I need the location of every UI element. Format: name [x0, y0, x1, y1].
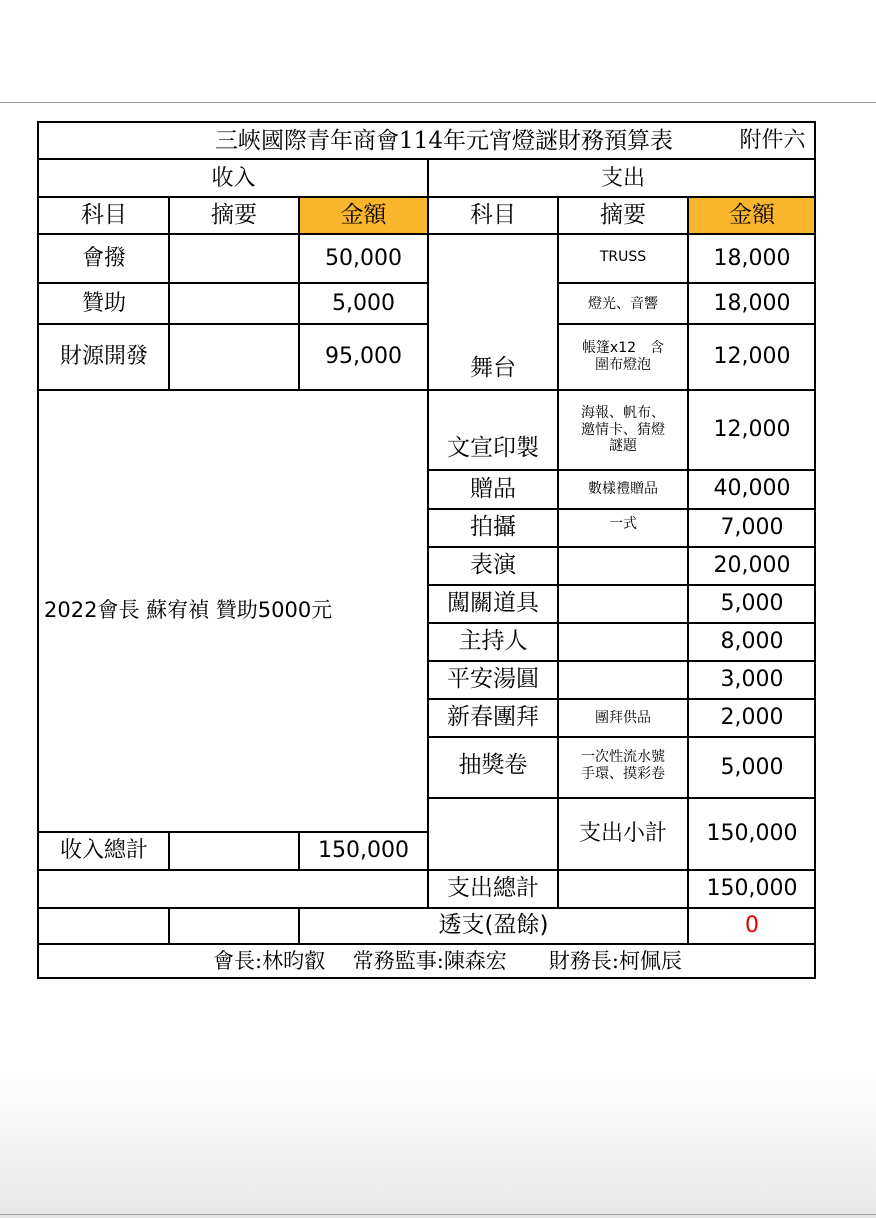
balance-amount: 0 — [745, 912, 759, 938]
expense-summary-cell: 團拜供品 — [595, 709, 651, 726]
expense-summary-cell: 一式 — [609, 515, 637, 532]
expense-total-label: 支出總計 — [447, 875, 539, 902]
income-amount-cell: 50,000 — [325, 245, 402, 271]
rule-balance-bottom — [39, 943, 816, 945]
expense-subtotal-label: 支出小計 — [578, 821, 667, 846]
rule-expense-r6 — [428, 546, 816, 548]
rule-expense-r3 — [428, 389, 816, 391]
vrule-expense-col1 — [557, 196, 559, 909]
vrule-balance-col2 — [298, 907, 300, 945]
vrule-expense-col2 — [687, 196, 689, 945]
rule-expense-r7 — [428, 584, 816, 586]
expense-summary-cell: 一次性流水號 手環、摸彩卷 — [581, 749, 665, 782]
income-section-label: 收入 — [211, 165, 256, 191]
income-total-label: 收入總計 — [59, 837, 148, 863]
expense-subject-cell: 文宣印製 — [447, 435, 539, 462]
signature-line: 會長:林昀叡 常務監事:陳森宏 財務長:柯佩辰 — [213, 949, 682, 974]
rule-income-note-bottom — [39, 831, 428, 833]
rule-expense-subtotal-bottom — [428, 869, 816, 871]
expense-amount-cell: 18,000 — [713, 245, 791, 271]
income-subject-header: 科目 — [81, 202, 127, 229]
vrule-income-col2 — [298, 196, 300, 391]
balance-label: 透支(盈餘) — [438, 912, 549, 939]
page-title: 三峽國際青年商會114年元宵燈謎財務預算表 — [215, 127, 673, 154]
rule-income-row3 — [39, 389, 428, 391]
vrule-section-divider — [427, 158, 429, 909]
expense-amount-cell: 12,000 — [713, 416, 791, 442]
expense-subject-cell: 主持人 — [458, 628, 528, 655]
expense-summary-cell — [558, 586, 688, 622]
expense-summary-header: 摘要 — [600, 202, 646, 229]
expense-total-amount: 150,000 — [706, 875, 798, 901]
rule-income-total-bottom — [39, 869, 428, 871]
expense-amount-cell: 3,000 — [720, 666, 784, 692]
expense-amount-cell: 2,000 — [720, 704, 784, 730]
rule-expense-r10 — [428, 698, 816, 700]
income-amount-cell: 5,000 — [332, 290, 395, 316]
income-amount-cell: 95,000 — [325, 343, 402, 369]
expense-subject-cell: 拍攝 — [470, 514, 516, 541]
sponsor-note: 2022會長 蘇宥禎 贊助5000元 — [44, 598, 333, 623]
expense-subject-cell: 贈品 — [470, 475, 516, 502]
expense-summary-cell — [558, 662, 688, 698]
expense-amount-cell: 20,000 — [713, 552, 791, 578]
page-top-rule — [0, 102, 876, 103]
rule-expense-r8 — [428, 622, 816, 624]
rule-expense-r9 — [428, 660, 816, 662]
rule-expense-r12 — [428, 797, 816, 799]
expense-subject-cell: 闖關道具 — [447, 590, 539, 617]
expense-summary-cell: 燈光、音響 — [588, 295, 658, 312]
expense-amount-header: 金額 — [729, 202, 775, 229]
expense-amount-cell: 5,000 — [720, 590, 784, 616]
rule-income-row1 — [39, 282, 428, 284]
attachment-label: 附件六 — [739, 128, 806, 154]
expense-subject-cell: 新春團拜 — [447, 704, 539, 731]
expense-subject-header: 科目 — [470, 202, 516, 229]
expense-subject-cell-stage: 舞台 — [470, 355, 516, 382]
vrule-balance-col1 — [168, 907, 170, 945]
expense-summary-cell: 數樣禮贈品 — [588, 481, 658, 498]
expense-amount-cell: 8,000 — [720, 628, 784, 654]
rule-expense-r4 — [428, 469, 816, 471]
expense-subject-cell: 抽獎卷 — [458, 752, 528, 779]
vrule-income-col1 — [168, 196, 170, 391]
budget-table — [37, 121, 816, 979]
income-subject-cell: 贊助 — [81, 290, 126, 316]
expense-subject-cell: 平安湯圓 — [447, 666, 539, 693]
page-bottom-rule — [0, 1214, 876, 1215]
income-subject-cell: 會撥 — [81, 245, 126, 271]
income-subject-cell: 財源開發 — [59, 343, 148, 369]
expense-subtotal-amount: 150,000 — [706, 820, 798, 846]
income-summary-header: 摘要 — [211, 202, 257, 229]
expense-section-label: 支出 — [600, 165, 645, 191]
income-summary-cell — [169, 325, 299, 389]
expense-summary-cell: 帳篷x12 含 圍布燈泡 — [581, 340, 665, 373]
expense-amount-cell: 40,000 — [713, 476, 791, 502]
income-total-amount: 150,000 — [318, 837, 409, 863]
income-summary-cell — [169, 284, 299, 324]
expense-summary-cell: TRUSS — [599, 249, 647, 266]
expense-amount-cell: 12,000 — [713, 343, 791, 369]
expense-summary-cell — [558, 548, 688, 584]
expense-subject-cell: 表演 — [470, 552, 516, 579]
vrule-income-total-col2 — [298, 831, 300, 871]
expense-summary-cell — [558, 624, 688, 660]
income-amount-header: 金額 — [340, 202, 387, 229]
page-bottom-shade — [0, 1070, 876, 1218]
expense-amount-cell: 5,000 — [720, 754, 784, 780]
expense-amount-cell: 18,000 — [713, 290, 791, 316]
rule-expense-r5 — [428, 508, 816, 510]
vrule-income-total-col1 — [168, 831, 170, 871]
expense-summary-cell: 海報、帆布、 邀情卡、猜燈 謎題 — [581, 404, 665, 455]
income-summary-cell — [169, 235, 299, 283]
rule-expense-r11 — [428, 736, 816, 738]
expense-amount-cell: 7,000 — [720, 514, 784, 540]
rule-income-row2 — [39, 323, 428, 325]
